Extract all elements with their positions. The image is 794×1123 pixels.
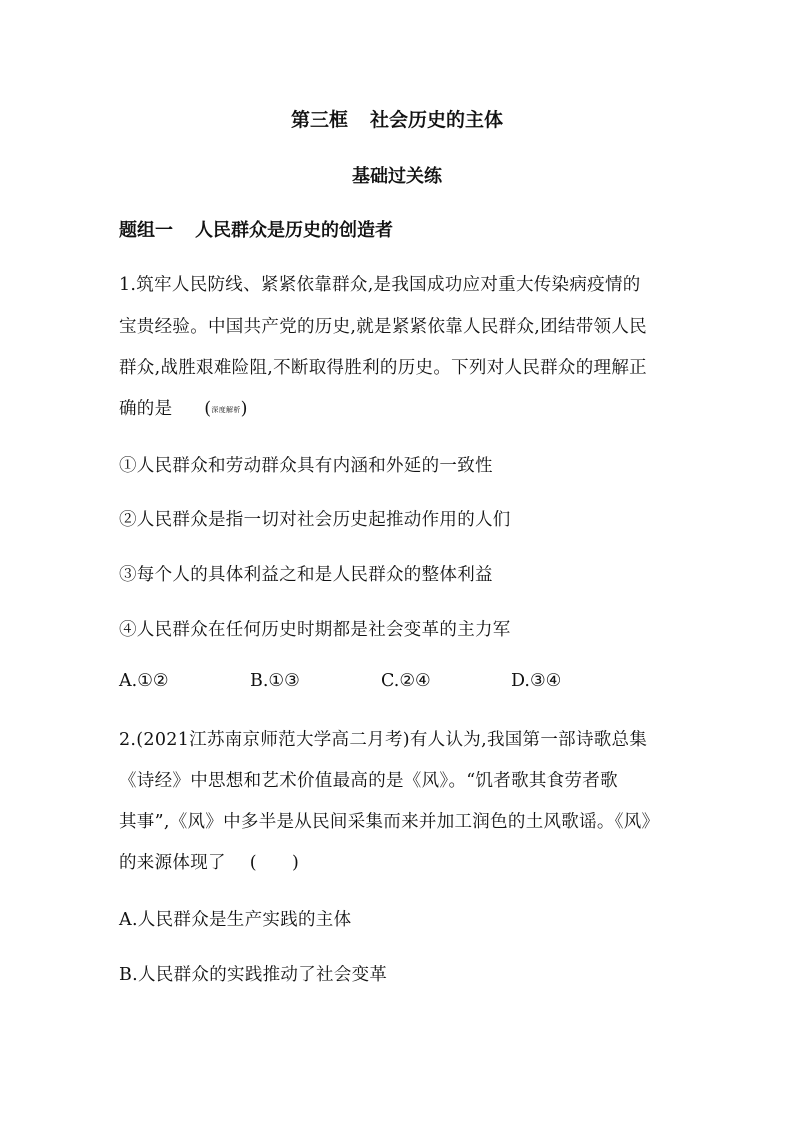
section-title <box>0 105 794 132</box>
group-label: 题组一 <box>119 220 173 241</box>
exercise-subtitle: 基础过关练 <box>352 166 442 187</box>
q1-stem-ending: 确的是 <box>119 399 173 419</box>
q1-option-c: C.②④ <box>381 671 431 691</box>
q2-stem-ending: 的来源体现了 <box>119 853 226 873</box>
q2-option-b: B.人民群众的实践推动了社会变革 <box>119 965 388 985</box>
section-name: 社会历史的主体 <box>370 109 504 131</box>
analysis-tag: 深度解析 <box>211 406 241 414</box>
q2-stem-line-2: 《诗经》中思想和艺术价值最高的是《风》。“饥者歌其食劳者歌 <box>119 771 618 791</box>
q1-answer-close: ) <box>240 399 248 419</box>
q1-statement-1: ①人民群众和劳动群众具有内涵和外延的一致性 <box>119 456 493 476</box>
q1-stem-line-4 <box>119 395 248 420</box>
q1-option-d: D.③④ <box>511 671 562 691</box>
section-number: 第三框 <box>290 109 348 131</box>
q2-stem-line-3: 其事”,《风》中多半是从民间采集而来并加工润色的土风歌谣。《风》 <box>119 812 660 832</box>
q2-answer-blank: ( ) <box>249 853 300 873</box>
q2-option-a: A.人民群众是生产实践的主体 <box>119 910 352 930</box>
q1-stem-line-1: 1.筑牢人民防线、紧紧依靠群众,是我国成功应对重大传染病疫情的 <box>119 275 641 295</box>
group-title: 人民群众是历史的创造者 <box>195 220 393 241</box>
q2-stem-line-1: 2.(2021江苏南京师范大学高二月考)有人认为,我国第一部诗歌总集 <box>119 730 648 750</box>
q1-answer-open: ( <box>204 399 212 419</box>
q1-statement-4: ④人民群众在任何历史时期都是社会变革的主力军 <box>119 620 511 640</box>
q1-statement-2: ②人民群众是指一切对社会历史起推动作用的人们 <box>119 510 511 530</box>
q2-stem-line-4 <box>119 849 299 874</box>
q1-option-b: B.①③ <box>250 671 300 691</box>
q1-statement-3: ③每个人的具体利益之和是人民群众的整体利益 <box>119 565 493 585</box>
q1-stem-line-2: 宝贵经验。中国共产党的历史,就是紧紧依靠人民群众,团结带领人民 <box>119 317 647 337</box>
question-group-heading <box>119 216 393 242</box>
q1-option-a: A.①② <box>119 671 169 691</box>
q1-stem-line-3: 群众,战胜艰难险阻,不断取得胜利的历史。下列对人民群众的理解正 <box>119 358 647 378</box>
